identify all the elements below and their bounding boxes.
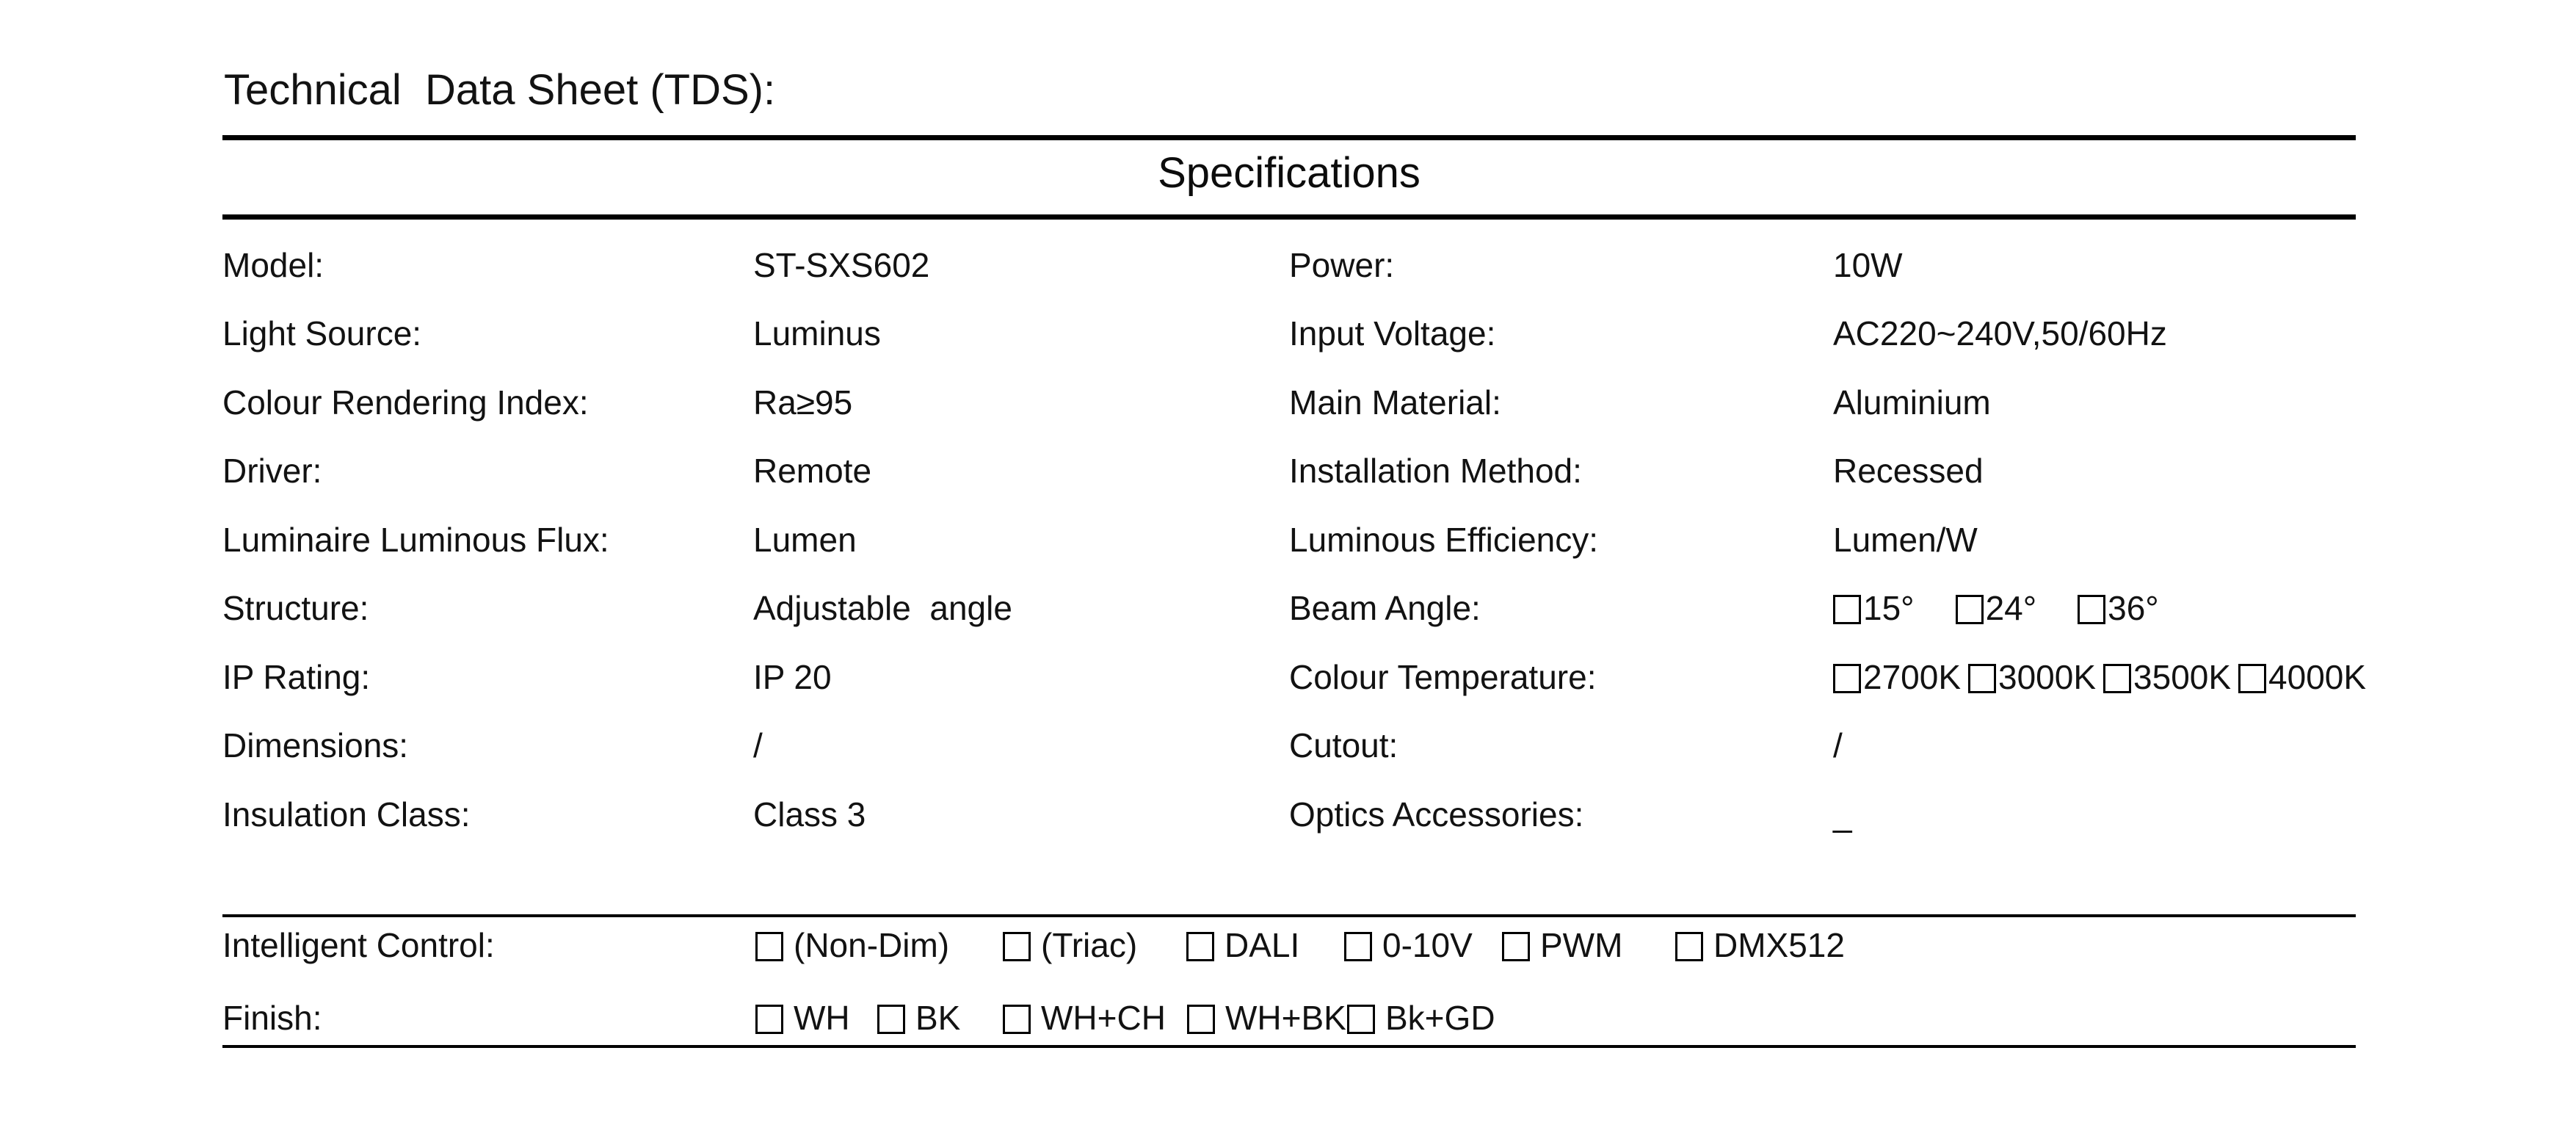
beam-angle-15-label: 15° xyxy=(1863,589,1915,627)
colour-temp-option-4000k xyxy=(2238,657,2366,698)
spec-label-optics-accessories: Optics Accessories: xyxy=(1289,795,1584,834)
spec-label-power: Power: xyxy=(1289,246,1395,284)
beam-angle-24-label: 24° xyxy=(1985,589,2037,627)
spec-value-dimensions: / xyxy=(753,726,763,764)
beam-angle-option-24 xyxy=(1956,588,2037,629)
beam-angle-24-checkbox[interactable] xyxy=(1956,595,1984,624)
spec-value-main-material: Aluminium xyxy=(1833,383,1991,422)
spec-value-installation-method: Recessed xyxy=(1833,452,1984,490)
control-pwm-label: PWM xyxy=(1540,926,1623,964)
beam-angle-option-36 xyxy=(2078,588,2159,629)
spec-label-main-material: Main Material: xyxy=(1289,383,1501,422)
colour-temp-4000k-checkbox[interactable] xyxy=(2238,664,2266,693)
colour-temp-3500k-label: 3500K xyxy=(2133,658,2232,696)
spec-label-cutout: Cutout: xyxy=(1289,726,1398,764)
spec-row-dimensions-cutout xyxy=(222,726,2356,771)
control-option-dali xyxy=(1186,925,1299,966)
spec-label-light-source: Light Source: xyxy=(222,314,422,352)
divider-bottom xyxy=(222,1045,2356,1048)
control-option-0-10v xyxy=(1344,925,1473,966)
spec-value-luminous-efficiency: Lumen/W xyxy=(1833,521,1978,559)
colour-temp-3500k-checkbox[interactable] xyxy=(2103,664,2131,693)
spec-label-driver: Driver: xyxy=(222,452,322,490)
beam-angle-15-checkbox[interactable] xyxy=(1833,595,1861,624)
spec-label-structure: Structure: xyxy=(222,589,369,627)
spec-value-model: ST-SXS602 xyxy=(753,246,930,284)
beam-angle-options xyxy=(1833,588,2159,629)
finish-bk-gd-label: Bk+GD xyxy=(1385,999,1495,1037)
spec-label-colour-temperature: Colour Temperature: xyxy=(1289,658,1597,696)
finish-row xyxy=(222,998,2356,1044)
control-option-triac xyxy=(1003,925,1137,966)
divider-under-header xyxy=(222,214,2356,220)
spec-value-ip-rating: IP 20 xyxy=(753,658,832,696)
finish-option-wh-bk xyxy=(1187,998,1346,1038)
spec-label-dimensions: Dimensions: xyxy=(222,726,409,764)
control-0-10v-checkbox[interactable] xyxy=(1344,932,1372,961)
finish-wh-bk-label: WH+BK xyxy=(1225,999,1346,1037)
finish-wh-checkbox[interactable] xyxy=(755,1005,783,1034)
spec-label-input-voltage: Input Voltage: xyxy=(1289,314,1496,352)
finish-bk-checkbox[interactable] xyxy=(877,1005,905,1034)
spec-value-input-voltage: AC220~240V,50/60Hz xyxy=(1833,314,2167,352)
colour-temp-option-2700k xyxy=(1833,657,1961,698)
colour-temp-option-3000k xyxy=(1968,657,2096,698)
spec-row-ip-rating-colour-temperature xyxy=(222,657,2367,703)
control-option-pwm xyxy=(1502,925,1622,966)
colour-temp-4000k-label: 4000K xyxy=(2268,658,2367,696)
spec-row-insulation-optics xyxy=(222,795,2356,840)
colour-temp-3000k-label: 3000K xyxy=(1998,658,2097,696)
spec-label-luminous-efficiency: Luminous Efficiency: xyxy=(1289,521,1599,559)
finish-bk-gd-checkbox[interactable] xyxy=(1347,1005,1375,1034)
spec-row-light-source-input-voltage xyxy=(222,314,2356,359)
finish-option-wh-ch xyxy=(1003,998,1166,1038)
finish-wh-label: WH xyxy=(794,999,850,1037)
colour-temp-2700k-checkbox[interactable] xyxy=(1833,664,1861,693)
control-option-dmx512 xyxy=(1675,925,1845,966)
colour-temp-option-3500k xyxy=(2103,657,2231,698)
beam-angle-36-label: 36° xyxy=(2108,589,2159,627)
colour-temp-2700k-label: 2700K xyxy=(1863,658,1962,696)
spec-value-insulation-class: Class 3 xyxy=(753,795,866,834)
control-non-dim-label: (Non-Dim) xyxy=(794,926,950,964)
control-dali-label: DALI xyxy=(1224,926,1300,964)
spec-value-light-source: Luminus xyxy=(753,314,881,352)
spec-label-insulation-class: Insulation Class: xyxy=(222,795,471,834)
spec-row-model-power xyxy=(222,245,2356,291)
control-triac-checkbox[interactable] xyxy=(1003,932,1031,961)
finish-wh-bk-checkbox[interactable] xyxy=(1187,1005,1215,1034)
finish-wh-ch-checkbox[interactable] xyxy=(1003,1005,1031,1034)
control-dmx512-label: DMX512 xyxy=(1713,926,1845,964)
beam-angle-option-15 xyxy=(1833,588,1915,629)
control-triac-label: (Triac) xyxy=(1041,926,1138,964)
intelligent-control-label: Intelligent Control: xyxy=(222,926,495,964)
spec-value-luminaire-luminous-flux: Lumen xyxy=(753,521,857,559)
spec-row-driver-installation xyxy=(222,451,2356,496)
section-header-specifications: Specifications xyxy=(1158,149,1421,197)
colour-temp-3000k-checkbox[interactable] xyxy=(1968,664,1996,693)
intelligent-control-row xyxy=(222,925,2356,971)
spec-value-power: 10W xyxy=(1833,246,1903,284)
spec-row-flux-efficiency xyxy=(222,520,2356,565)
spec-row-structure-beam-angle xyxy=(222,588,2356,634)
control-0-10v-label: 0-10V xyxy=(1382,926,1473,964)
spec-label-beam-angle: Beam Angle: xyxy=(1289,589,1481,627)
spec-value-colour-rendering-index: Ra≥95 xyxy=(753,383,853,422)
finish-option-wh xyxy=(755,998,850,1038)
colour-temperature-options xyxy=(1833,657,2366,698)
spec-label-ip-rating: IP Rating: xyxy=(222,658,371,696)
finish-bk-label: BK xyxy=(915,999,961,1037)
spec-label-colour-rendering-index: Colour Rendering Index: xyxy=(222,383,589,422)
control-option-non-dim xyxy=(755,925,949,966)
spec-value-structure: Adjustable angle xyxy=(753,589,1012,627)
spec-label-luminaire-luminous-flux: Luminaire Luminous Flux: xyxy=(222,521,609,559)
control-pwm-checkbox[interactable] xyxy=(1502,932,1530,961)
page-title: Technical Data Sheet (TDS): xyxy=(224,66,776,114)
finish-option-bk xyxy=(877,998,960,1038)
divider-top xyxy=(222,135,2356,140)
control-dmx512-checkbox[interactable] xyxy=(1675,932,1703,961)
spec-label-installation-method: Installation Method: xyxy=(1289,452,1582,490)
beam-angle-36-checkbox[interactable] xyxy=(2078,595,2105,624)
control-non-dim-checkbox[interactable] xyxy=(755,932,783,961)
spec-value-cutout: / xyxy=(1833,726,1843,764)
spec-value-driver: Remote xyxy=(753,452,872,490)
finish-wh-ch-label: WH+CH xyxy=(1041,999,1166,1037)
finish-option-bk-gd xyxy=(1347,998,1495,1038)
spec-row-cri-main-material xyxy=(222,383,2356,428)
spec-value-optics-accessories: _ xyxy=(1833,795,1852,834)
spec-label-model: Model: xyxy=(222,246,324,284)
tds-content xyxy=(222,0,2367,1128)
finish-label: Finish: xyxy=(222,999,322,1037)
divider-above-intelligent-control xyxy=(222,914,2356,917)
control-dali-checkbox[interactable] xyxy=(1186,932,1214,961)
